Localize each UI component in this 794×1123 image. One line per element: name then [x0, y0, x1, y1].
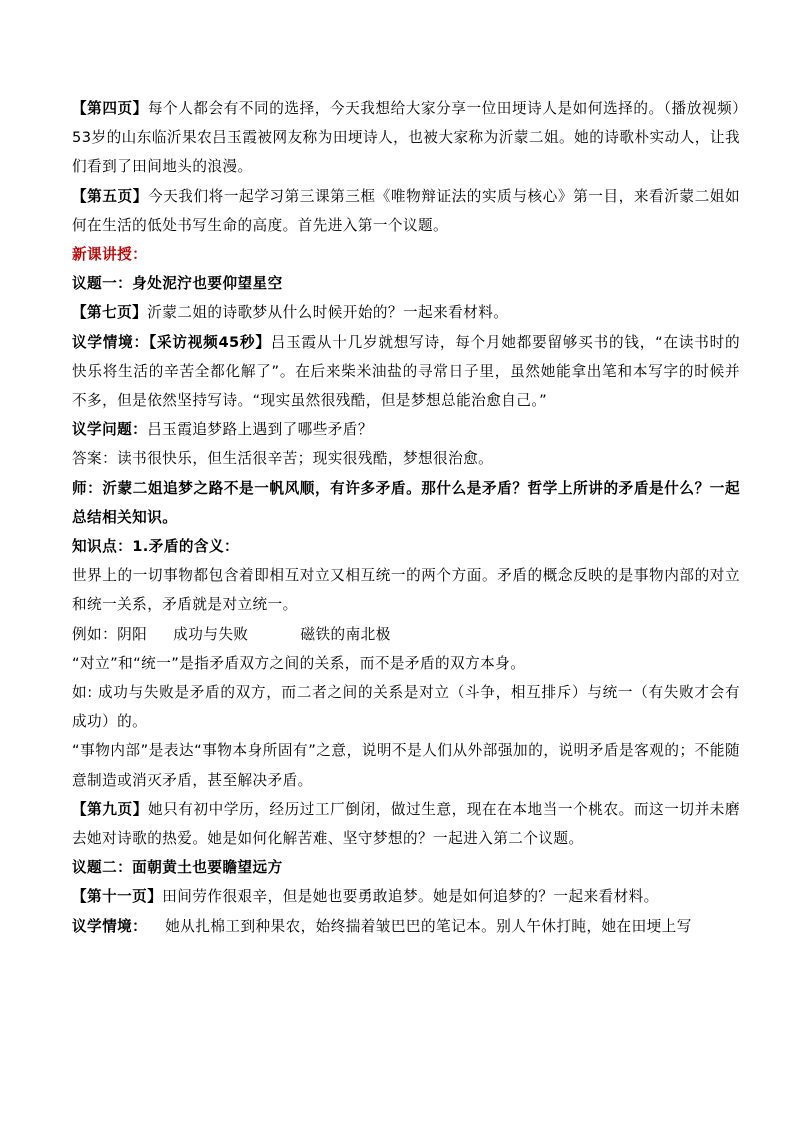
page7-text: 沂蒙二姐的诗歌梦从什么时候开始的？一起来看材料。	[147, 304, 509, 322]
paragraph-page7	[72, 298, 740, 327]
answer-paragraph: 答案：读书很快乐，但生活很辛苦；现实很残酷，梦想很治愈。	[72, 450, 494, 468]
scene1-video-tag: 【采访视频45秒】	[148, 333, 271, 351]
paragraph-page11	[72, 882, 740, 911]
example-2: 成功与失败	[173, 625, 249, 643]
page4-label: 【第四页】	[72, 100, 148, 117]
internal-note-paragraph: “事物内部”是表达“事物本身所固有”之意，说明不是人们从外部强加的，说明矛盾是客观的；不能随意制造或消灭矛盾，甚至解决矛盾。	[72, 742, 740, 789]
definition-paragraph: 世界上的一切事物都包含着即相互对立又相互统一的两个方面。矛盾的概念反映的是事物内部的对立和统一关系，矛盾就是对立统一。	[72, 567, 740, 614]
topic1-heading: 议题一：身处泥泞也要仰望星空	[72, 275, 283, 293]
question-text: 吕玉霞追梦路上遇到了哪些矛盾？	[147, 421, 373, 439]
unity-note-paragraph: “对立”和“统一”是指矛盾双方之间的关系，而不是矛盾的双方本身。	[72, 654, 526, 672]
scene2-text: 她从扎棉工到种果农，始终揣着皱巴巴的笔记本。别人午休打盹，她在田埂上写	[165, 917, 692, 935]
knowledge-title: 1.矛盾的含义：	[132, 538, 240, 556]
scene2-label: 议学情境：	[72, 917, 148, 935]
page7-label: 【第七页】	[72, 304, 148, 322]
paragraph-page5	[72, 182, 740, 240]
example-3: 磁铁的南北极	[300, 625, 391, 643]
page11-text: 田间劳作很艰辛，但是她也要勇敢追梦。她是如何追梦的？一起来看材料。	[162, 888, 659, 906]
page4-text: 每个人都会有不同的选择，今天我想给大家分享一位田埂诗人是如何选择的。（播放视频）53岁的山东临沂果农吕玉霞被网友称为田埂诗人，也被大家称为沂蒙二姐。她的诗歌朴实动人，让我们看到了田间地头的浪漫。	[72, 100, 740, 176]
example-paragraph	[72, 620, 740, 649]
question-paragraph	[72, 415, 740, 444]
page11-label: 【第十一页】	[72, 888, 163, 906]
topic2-heading: 议题二：面朝黄土也要瞻望远方	[72, 859, 283, 877]
paragraph-page9	[72, 795, 740, 853]
question-label: 议学问题：	[72, 421, 148, 439]
knowledge-heading	[72, 532, 740, 561]
document-page	[72, 94, 740, 941]
paragraph-page4	[72, 94, 740, 182]
page5-label: 【第五页】	[72, 187, 148, 205]
example-1: 例如：阴阳	[72, 625, 148, 643]
page9-text: 她只有初中学历，经历过工厂倒闭，做过生意，现在在本地当一个桃农。而这一切并未磨去她对诗歌的热爱。她是如何化解苦难、坚守梦想的？一起进入第二个议题。	[72, 800, 740, 848]
new-lesson-heading: 新课讲授：	[72, 246, 148, 264]
scene1-paragraph	[72, 328, 740, 416]
example2-paragraph: 如: 成功与失败是矛盾的双方，而二者之间的关系是对立（斗争，相互排斥）与统一（有失败才会有成功）的。	[72, 684, 740, 731]
page9-label: 【第九页】	[72, 800, 148, 818]
page5-text: 今天我们将一起学习第三课第三框《唯物辩证法的实质与核心》第一目，来看沂蒙二姐如何在生活的低处书写生命的高度。首先进入第一个议题。	[72, 187, 740, 234]
knowledge-label: 知识点：	[72, 538, 133, 556]
scene1-label: 议学情境：	[72, 333, 149, 351]
teacher-paragraph: 师：沂蒙二姐追梦之路不是一帆风顺，有许多矛盾。那什么是矛盾？哲学上所讲的矛盾是什么？一起总结相关知识。	[72, 479, 740, 526]
scene2-paragraph	[72, 912, 740, 941]
scene1-text: 吕玉霞从十几岁就想写诗，每个月她都要留够买书的钱，“在读书时的快乐将生活的辛苦全都化解了”。在后来柴米油盐的寻常日子里，虽然她能拿出笔和本写字的时候并不多，但是依然坚持写诗。“现实虽然很残酷，但是梦想总能治愈自己。”	[72, 333, 740, 410]
